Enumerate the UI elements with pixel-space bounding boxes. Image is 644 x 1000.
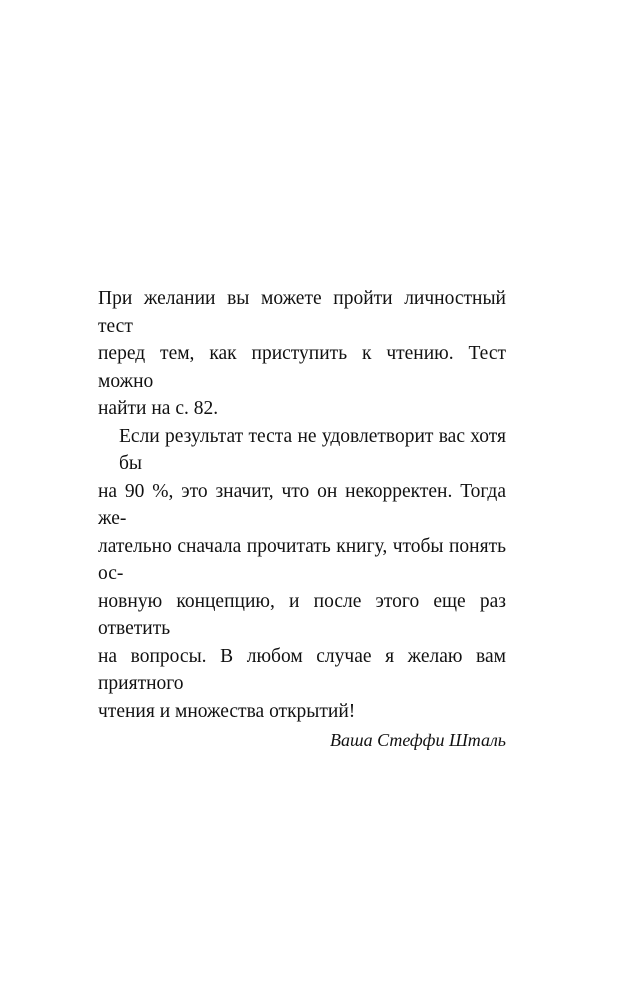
author-signature: Ваша Стеффи Шталь <box>330 730 506 750</box>
paragraph-line: Если результат теста не удовлетворит вас хотя бы <box>119 425 506 474</box>
paragraph-line: лательно сначала прочитать книгу, чтобы понять ос- <box>98 535 506 584</box>
paragraph-line: перед тем, как приступить к чтению. Тест можно <box>98 343 506 392</box>
paragraph-line: на 90 %, это значит, что он некорректен. Тогда же- <box>98 480 506 529</box>
paragraph-line: При желании вы можете пройти личностный тест <box>98 288 506 337</box>
paragraph-line: найти на с. 82. <box>98 398 219 419</box>
paragraph-line: на вопросы. В любом случае я желаю вам приятного <box>98 645 506 694</box>
paragraph-line: чтения и множества открытий! <box>98 700 356 722</box>
text-block <box>98 285 506 755</box>
paragraph-line: новную концепцию, и после этого еще раз ответить <box>98 590 506 639</box>
paragraph-2 <box>98 423 506 726</box>
paragraph-1 <box>98 285 506 423</box>
